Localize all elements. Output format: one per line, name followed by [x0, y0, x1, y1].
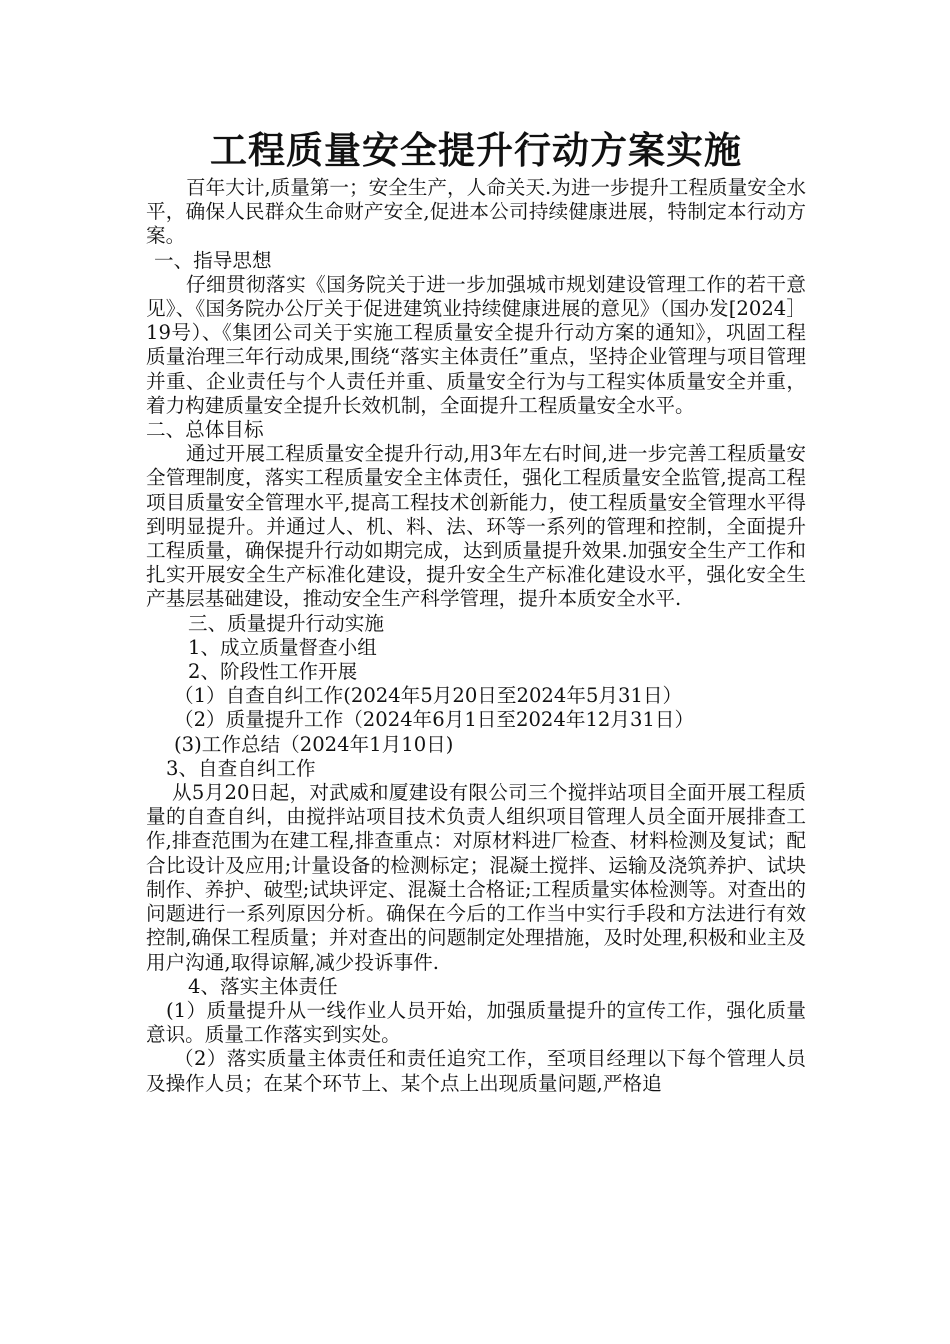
list-item: （1）自查自纠工作(2024年5月20日至2024年5月31日） [174, 684, 683, 708]
section-heading-guiding-ideology: 一、指导思想 [154, 248, 272, 272]
subsection-heading-responsibility: 4、落实主体责任 [188, 974, 338, 998]
document-page [146, 124, 806, 1096]
list-item: (3)工作总结（2024年1月10日) [174, 732, 454, 756]
document-title: 工程质量安全提升行动方案实施 [210, 128, 742, 172]
section-heading-implementation: 三、质量提升行动实施 [188, 611, 384, 635]
subsection-heading-inspection-group: 1、成立质量督查小组 [188, 635, 377, 659]
section-body-overall-goal: 通过开展工程质量安全提升行动,用3年左右时间,进一步完善工程质量安全管理制度，落实工程质量安全主体责任，强化工程质量安全监管,提高工程项目质量安全管理水平,提高工程技术创新能力，使工程质量安全管理水平得到明显提升。并通过人、机、料、法、环等一系列的管理和控制，全面提升工程质量，确保提升行动如期完成，达到质量提升效果.加强安全生产工作和扎实开展安全生产标准化建设，提升安全生产标准化建设水平，强化安全生产基层基础建设，推动安全生产科学管理，提升本质安全水平. [146, 442, 806, 611]
section-heading-overall-goal: 二、总体目标 [146, 418, 264, 442]
subsection-body-self-inspection: 从5月20日起，对武威和厦建设有限公司三个搅拌站项目全面开展工程质量的自查自纠，由搅拌站项目技术负责人组织项目管理人员全面开展排查工作,排查范围为在建工程,排查重点：对原材料进厂检查、材料检测及复试；配合比设计及应用;计量设备的检测标定；混凝土搅拌、运输及浇筑养护、试块制作、养护、破型;试块评定、混凝土合格证;工程质量实体检测等。对查出的问题进行一系列原因分析。确保在今后的工作当中实行手段和方法进行有效控制,确保工程质量；并对查出的问题制定处理措施，及时处理,积极和业主及用户沟通,取得谅解,减少投诉事件. [146, 781, 806, 974]
subsection-body-responsibility-2: （2）落实质量主体责任和责任追究工作，至项目经理以下每个管理人员及操作人员；在某个环节上、某个点上出现质量问题,严格追 [146, 1047, 806, 1095]
intro-paragraph: 百年大计,质量第一；安全生产，人命关天.为进一步提升工程质量安全水平，确保人民群众生命财产安全,促进本公司持续健康进展，特制定本行动方案。 [146, 176, 806, 248]
subsection-heading-self-inspection: 3、自查自纠工作 [166, 756, 316, 780]
subsection-heading-phased-work: 2、阶段性工作开展 [188, 660, 358, 684]
subsection-body-responsibility-1: (1）质量提升从一线作业人员开始，加强质量提升的宣传工作，强化质量意识。质量工作落实到实处。 [146, 998, 806, 1047]
list-item: （2）质量提升工作（2024年6月1日至2024年12月31日） [174, 708, 695, 732]
section-body-guiding-ideology: 仔细贯彻落实《国务院关于进一步加强城市规划建设管理工作的若干意见》、《国务院办公厅关于促进建筑业持续健康进展的意见》（国办发[2024］19号）、《集团公司关于实施工程质量安全提升行动方案的通知》，巩固工程质量治理三年行动成果,围绕“落实主体责任”重点，坚持企业管理与项目管理并重、企业责任与个人责任并重、质量安全行为与工程实体质量安全并重，着力构建质量安全提升长效机制，全面提升工程质量安全水平。 [146, 272, 806, 417]
